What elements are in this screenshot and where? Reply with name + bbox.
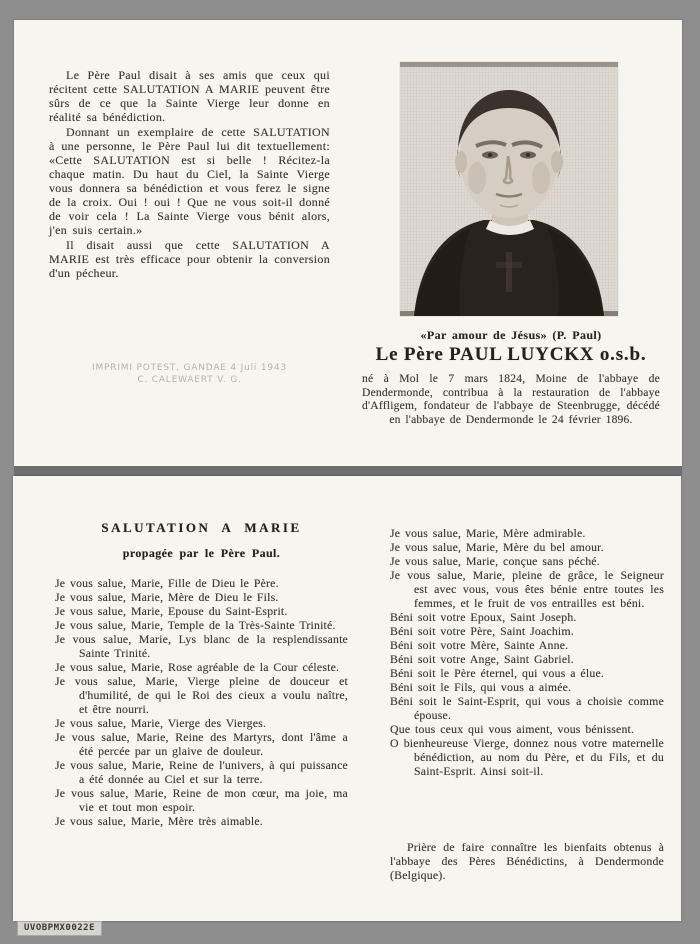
invocation-line: Je vous salue, Marie, Mère très aimable. — [55, 814, 263, 828]
imprimatur-block — [49, 362, 330, 386]
imprimatur-line-1: IMPRIMI POTEST, GANDAE 4 Juli 1943 — [92, 363, 287, 373]
invocation-line: Je vous salue, Marie, pleine de grâce, le Seigneur est avec vous, vous êtes bénie entre toutes les femmes, et le fruit de vos entrailles est béni. — [390, 568, 664, 610]
invocation-line: Je vous salue, Marie, conçue sans péché. — [390, 554, 600, 568]
prayer-subheading: propagée par le Père Paul. — [122, 546, 281, 560]
portrait-photo — [400, 62, 618, 316]
prayer-column-left — [55, 576, 348, 828]
invocation-line: Je vous salue, Marie, Fille de Dieu le Père. — [55, 576, 279, 590]
card-inside-page — [13, 476, 681, 921]
invocation-line: Que tous ceux qui vous aiment, vous bénissent. — [390, 722, 635, 736]
prayer-heading: SALUTATION A MARIE — [101, 520, 302, 535]
card-front-page — [14, 20, 682, 466]
invocation-line: Béni soit le Fils, qui vous a aimée. — [390, 680, 572, 694]
intro-text-block — [49, 68, 330, 281]
invocation-line: O bienheureuse Vierge, donnez nous votre maternelle bénédiction, au nom du Père, et du Fils, et du Saint-Esprit. Ainsi soit-il. — [390, 736, 664, 778]
invocation-line: Béni soit votre Mère, Sainte Anne. — [390, 638, 569, 652]
invocation-line: Béni soit votre Epoux, Saint Joseph. — [390, 610, 577, 624]
invocation-line: Je vous salue, Marie, Rose agréable de la Cour céleste. — [55, 660, 340, 674]
intro-paragraph: Le Père Paul disait à ses amis que ceux qui récitent cette SALUTATION A MARIE peuvent être sûrs de ce que la Sainte Vierge leur donne en réalité sa bénédiction. — [49, 68, 330, 124]
invocation-line: Béni soit votre Père, Saint Joachim. — [390, 624, 574, 638]
archive-code-label: UVOBPMX0022E — [17, 921, 102, 936]
intro-paragraph: Il disait aussi que cette SALUTATION A MARIE est très efficace pour obtenir la conversion d'un pécheur. — [49, 238, 330, 280]
invocation-line: Je vous salue, Marie, Reine de l'univers, à qui puissance a été donnée au Ciel et sur la terre. — [55, 758, 348, 786]
invocation-line: Je vous salue, Marie, Reine des Martyrs, dont l'âme a été percée par un glaive de douleur. — [55, 730, 348, 758]
invocation-line: Béni soit votre Ange, Saint Gabriel. — [390, 652, 574, 666]
page-title: Le Père PAUL LUYCKX o.s.b. — [375, 344, 647, 365]
invocation-line: Je vous salue, Marie, Lys blanc de la resplendissante Sainte Trinité. — [55, 632, 348, 660]
invocation-line: Je vous salue, Marie, Reine de mon cœur, ma joie, ma vie et tout mon espoir. — [55, 786, 348, 814]
imprimatur-line-2: C. CALEWAERT V. G. — [137, 375, 242, 385]
invocation-line: Je vous salue, Marie, Mère de Dieu le Fils. — [55, 590, 279, 604]
prayer-column-right — [390, 526, 664, 778]
intro-paragraph: Donnant un exemplaire de cette SALUTATION à une personne, le Père Paul lui dit textuellement: «Cette SALUTATION est si belle ! Récitez-la chaque matin. Du haut du Ciel, la Sainte Vierge vous donnera sa bénédiction et vous ferez le signe de la croix. Oui ! oui ! Que ne vous soit-il donné de voir cela ! La Sainte Vierge vous bénit alors, j'en suis certain.» — [49, 125, 330, 237]
invocation-line: Je vous salue, Marie, Epouse du Saint-Esprit. — [55, 604, 288, 618]
invocation-line: Je vous salue, Marie, Vierge des Vierges. — [55, 716, 267, 730]
invocation-line: Béni soit le Saint-Esprit, qui vous a choisie comme épouse. — [390, 694, 664, 722]
page-separator — [14, 466, 682, 476]
invocation-line: Je vous salue, Marie, Temple de la Très-Sainte Trinité. — [55, 618, 336, 632]
invocation-line: Béni soit le Père éternel, qui vous a élue. — [390, 666, 605, 680]
photo-caption: «Par amour de Jésus» (P. Paul) — [420, 328, 602, 342]
invocation-line: Je vous salue, Marie, Vierge pleine de douceur et d'humilité, de qui le Roi des cieux a voulu naître, et être nourri. — [55, 674, 348, 716]
invocation-line: Je vous salue, Marie, Mère du bel amour. — [390, 540, 604, 554]
biography-text: né à Mol le 7 mars 1824, Moine de l'abbaye de Dendermonde, contribua à la restauration de l'abbaye d'Affligem, fondateur de l'abbaye de Steenbrugge, décédé en l'abbaye de Dendermonde le 24 février 1896. — [362, 372, 660, 426]
invocation-line: Je vous salue, Marie, Mère admirable. — [390, 526, 586, 540]
closing-note: Prière de faire connaître les bienfaits obtenus à l'abbaye des Pères Bénédictins, à Dendermonde (Belgique). — [390, 840, 664, 882]
portrait-image — [400, 62, 618, 316]
